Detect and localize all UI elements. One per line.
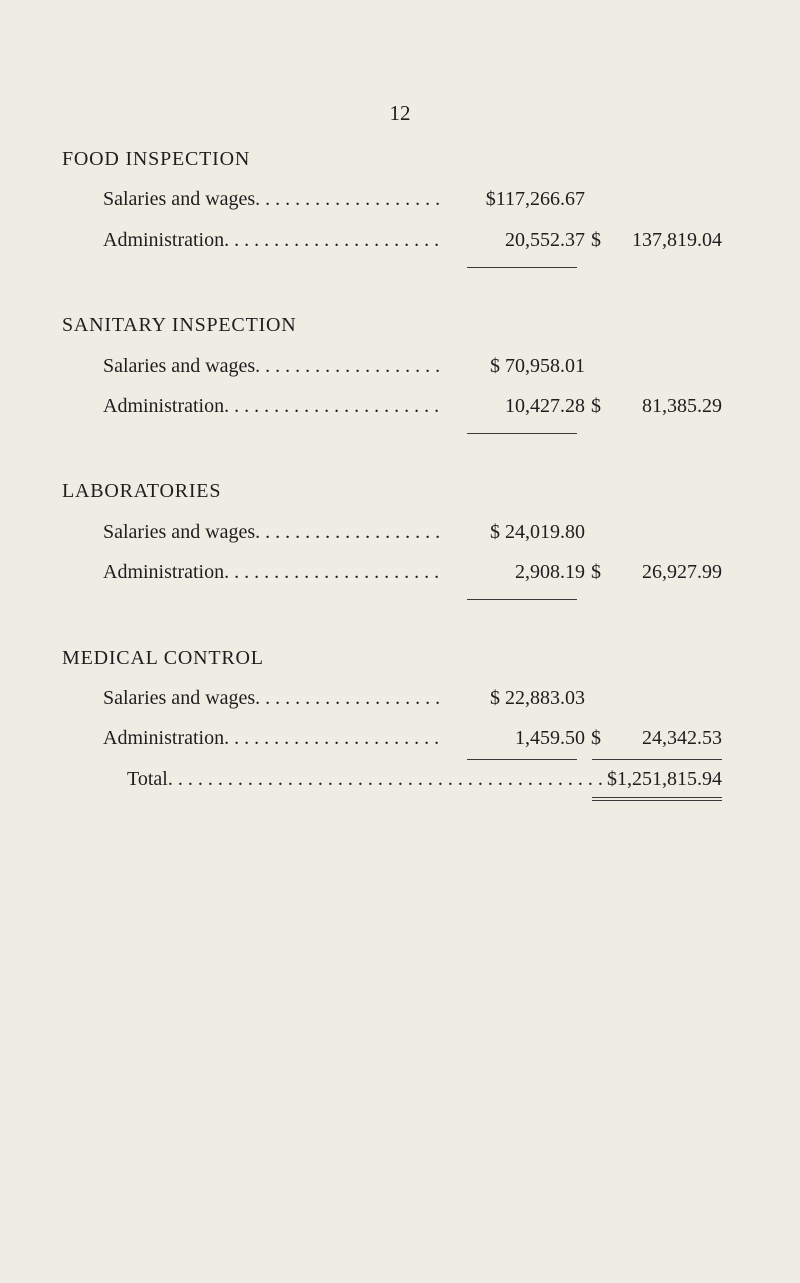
subtotal-currency-sanitary: $ — [591, 395, 601, 417]
amount-administration-sanitary: 10,427.28 — [505, 395, 585, 417]
row-salaries-laboratories — [103, 521, 443, 544]
row-label: Salaries and wages . . . — [103, 188, 443, 210]
section-title-medical-control: MEDICAL CONTROL — [62, 647, 264, 669]
row-salaries-sanitary — [103, 355, 443, 378]
subtotal-rule — [467, 759, 577, 760]
page-number: 12 — [389, 101, 411, 125]
amount-salaries-medical: $ 22,883.03 — [490, 687, 585, 709]
amount-salaries-food: $117,266.67 — [485, 188, 585, 210]
row-administration-food — [103, 229, 443, 252]
amount-salaries-sanitary: $ 70,958.01 — [490, 355, 585, 377]
total-amount: $1,251,815.94 — [607, 768, 722, 790]
section-title-sanitary-inspection: SANITARY INSPECTION — [62, 314, 297, 336]
row-label: Administration . . . — [103, 395, 443, 417]
total-double-rule-top — [592, 797, 722, 798]
row-administration-laboratories — [103, 561, 443, 584]
row-label: Administration . . . — [103, 561, 443, 583]
subtotal-currency-food: $ — [591, 229, 601, 251]
column-rule — [592, 759, 722, 760]
amount-administration-laboratories: 2,908.19 — [515, 561, 585, 583]
total-double-rule-bottom — [592, 800, 722, 801]
total-row — [127, 768, 605, 791]
row-administration-sanitary — [103, 395, 443, 418]
row-label: Salaries and wages . . . — [103, 687, 443, 709]
section-title-food-inspection: FOOD INSPECTION — [62, 148, 251, 170]
amount-salaries-laboratories: $ 24,019.80 — [490, 521, 585, 543]
row-salaries-medical — [103, 687, 443, 710]
subtotal-rule — [467, 433, 577, 434]
row-label: Administration . . . — [103, 727, 443, 749]
amount-administration-medical: 1,459.50 — [515, 727, 585, 749]
subtotal-laboratories: 26,927.99 — [642, 561, 722, 583]
row-administration-medical — [103, 727, 443, 750]
subtotal-sanitary: 81,385.29 — [642, 395, 722, 417]
subtotal-food: 137,819.04 — [632, 229, 722, 251]
row-label: Salaries and wages . . . — [103, 521, 443, 543]
subtotal-rule — [467, 599, 577, 600]
subtotal-currency-laboratories: $ — [591, 561, 601, 583]
subtotal-currency-medical: $ — [591, 727, 601, 749]
row-salaries-food — [103, 188, 443, 211]
section-title-laboratories: LABORATORIES — [62, 480, 222, 502]
row-label: Administration . . . — [103, 229, 443, 251]
row-label: Salaries and wages . . . — [103, 355, 443, 377]
amount-administration-food: 20,552.37 — [505, 229, 585, 251]
subtotal-medical: 24,342.53 — [642, 727, 722, 749]
total-label: Total . . . — [127, 768, 605, 790]
subtotal-rule — [467, 267, 577, 268]
